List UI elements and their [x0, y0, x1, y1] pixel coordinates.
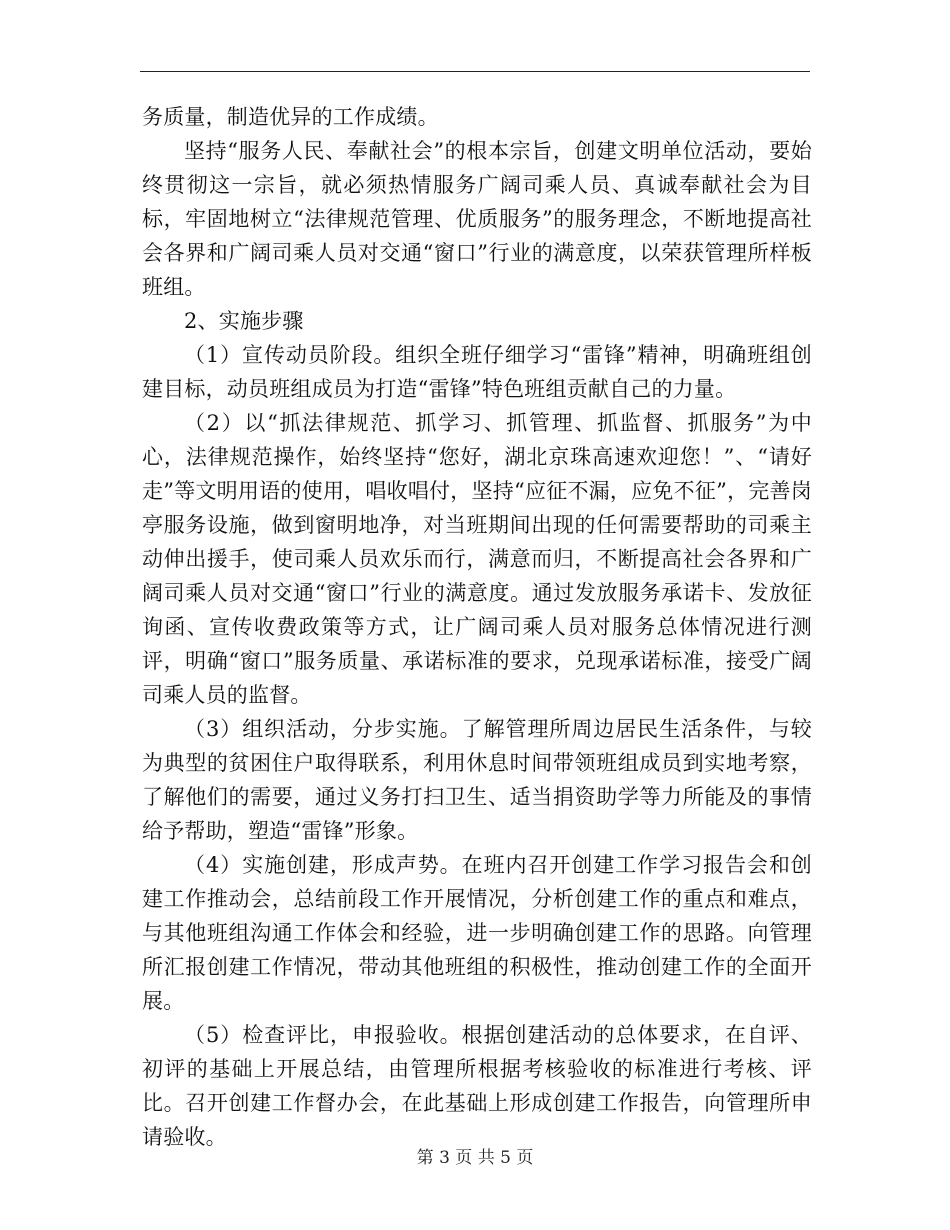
paragraph-step-5: （5）检查评比，申报验收。根据创建活动的总体要求，在自评、初评的基础上开展总结，由管理所根据考核验收的标准进行考核、评比。召开创建工作督办会，在此基础上形成创建工作报告，向管理所申请验收。: [142, 1023, 812, 1149]
paragraph-continuation: 务质量，制造优异的工作成绩。: [142, 105, 439, 129]
section-heading-steps: 2、实施步骤: [184, 309, 304, 333]
document-body: [142, 100, 812, 1154]
paragraph-step-1: （1）宣传动员阶段。组织全班仔细学习“雷锋”精神，明确班组创建目标，动员班组成员为打造“雷锋”特色班组贡献自己的力量。: [142, 343, 812, 401]
header-rule: [140, 71, 810, 72]
paragraph-purpose: 坚持“服务人民、奉献社会”的根本宗旨，创建文明单位活动，要始终贯彻这一宗旨，就必须热情服务广阔司乘人员、真诚奉献社会为目标，牢固地树立“法律规范管理、优质服务”的服务理念，不断地提高社会各界和广阔司乘人员对交通“窗口”行业的满意度，以荣获管理所样板班组。: [142, 139, 812, 299]
paragraph-step-2: （2）以“抓法律规范、抓学习、抓管理、抓监督、抓服务”为中心，法律规范操作，始终坚持“您好，湖北京珠高速欢迎您！”、“请好走”等文明用语的使用，唱收唱付，坚持“应征不漏，应免不征”，完善岗亭服务设施，做到窗明地净，对当班期间出现的任何需要帮助的司乘主动伸出援手，使司乘人员欢乐而行，满意而归，不断提高社会各界和广阔司乘人员对交通“窗口”行业的满意度。通过发放服务承诺卡、发放征询函、宣传收费政策等方式，让广阔司乘人员对服务总体情况进行测评，明确“窗口”服务质量、承诺标准的要求，兑现承诺标准，接受广阔司乘人员的监督。: [142, 411, 812, 707]
page-number-footer: 第 3 页 共 5 页: [416, 1148, 534, 1168]
paragraph-step-4: （4）实施创建，形成声势。在班内召开创建工作学习报告会和创建工作推动会，总结前段工作开展情况，分析创建工作的重点和难点，与其他班组沟通工作体会和经验，进一步明确创建工作的思路。向管理所汇报创建工作情况，带动其他班组的积极性，推动创建工作的全面开展。: [142, 853, 812, 1013]
paragraph-step-3: （3）组织活动，分步实施。了解管理所周边居民生活条件，与较为典型的贫困住户取得联系，利用休息时间带领班组成员到实地考察，了解他们的需要，通过义务打扫卫生、适当捐资助学等力所能及的事情给予帮助，塑造“雷锋”形象。: [142, 717, 812, 843]
